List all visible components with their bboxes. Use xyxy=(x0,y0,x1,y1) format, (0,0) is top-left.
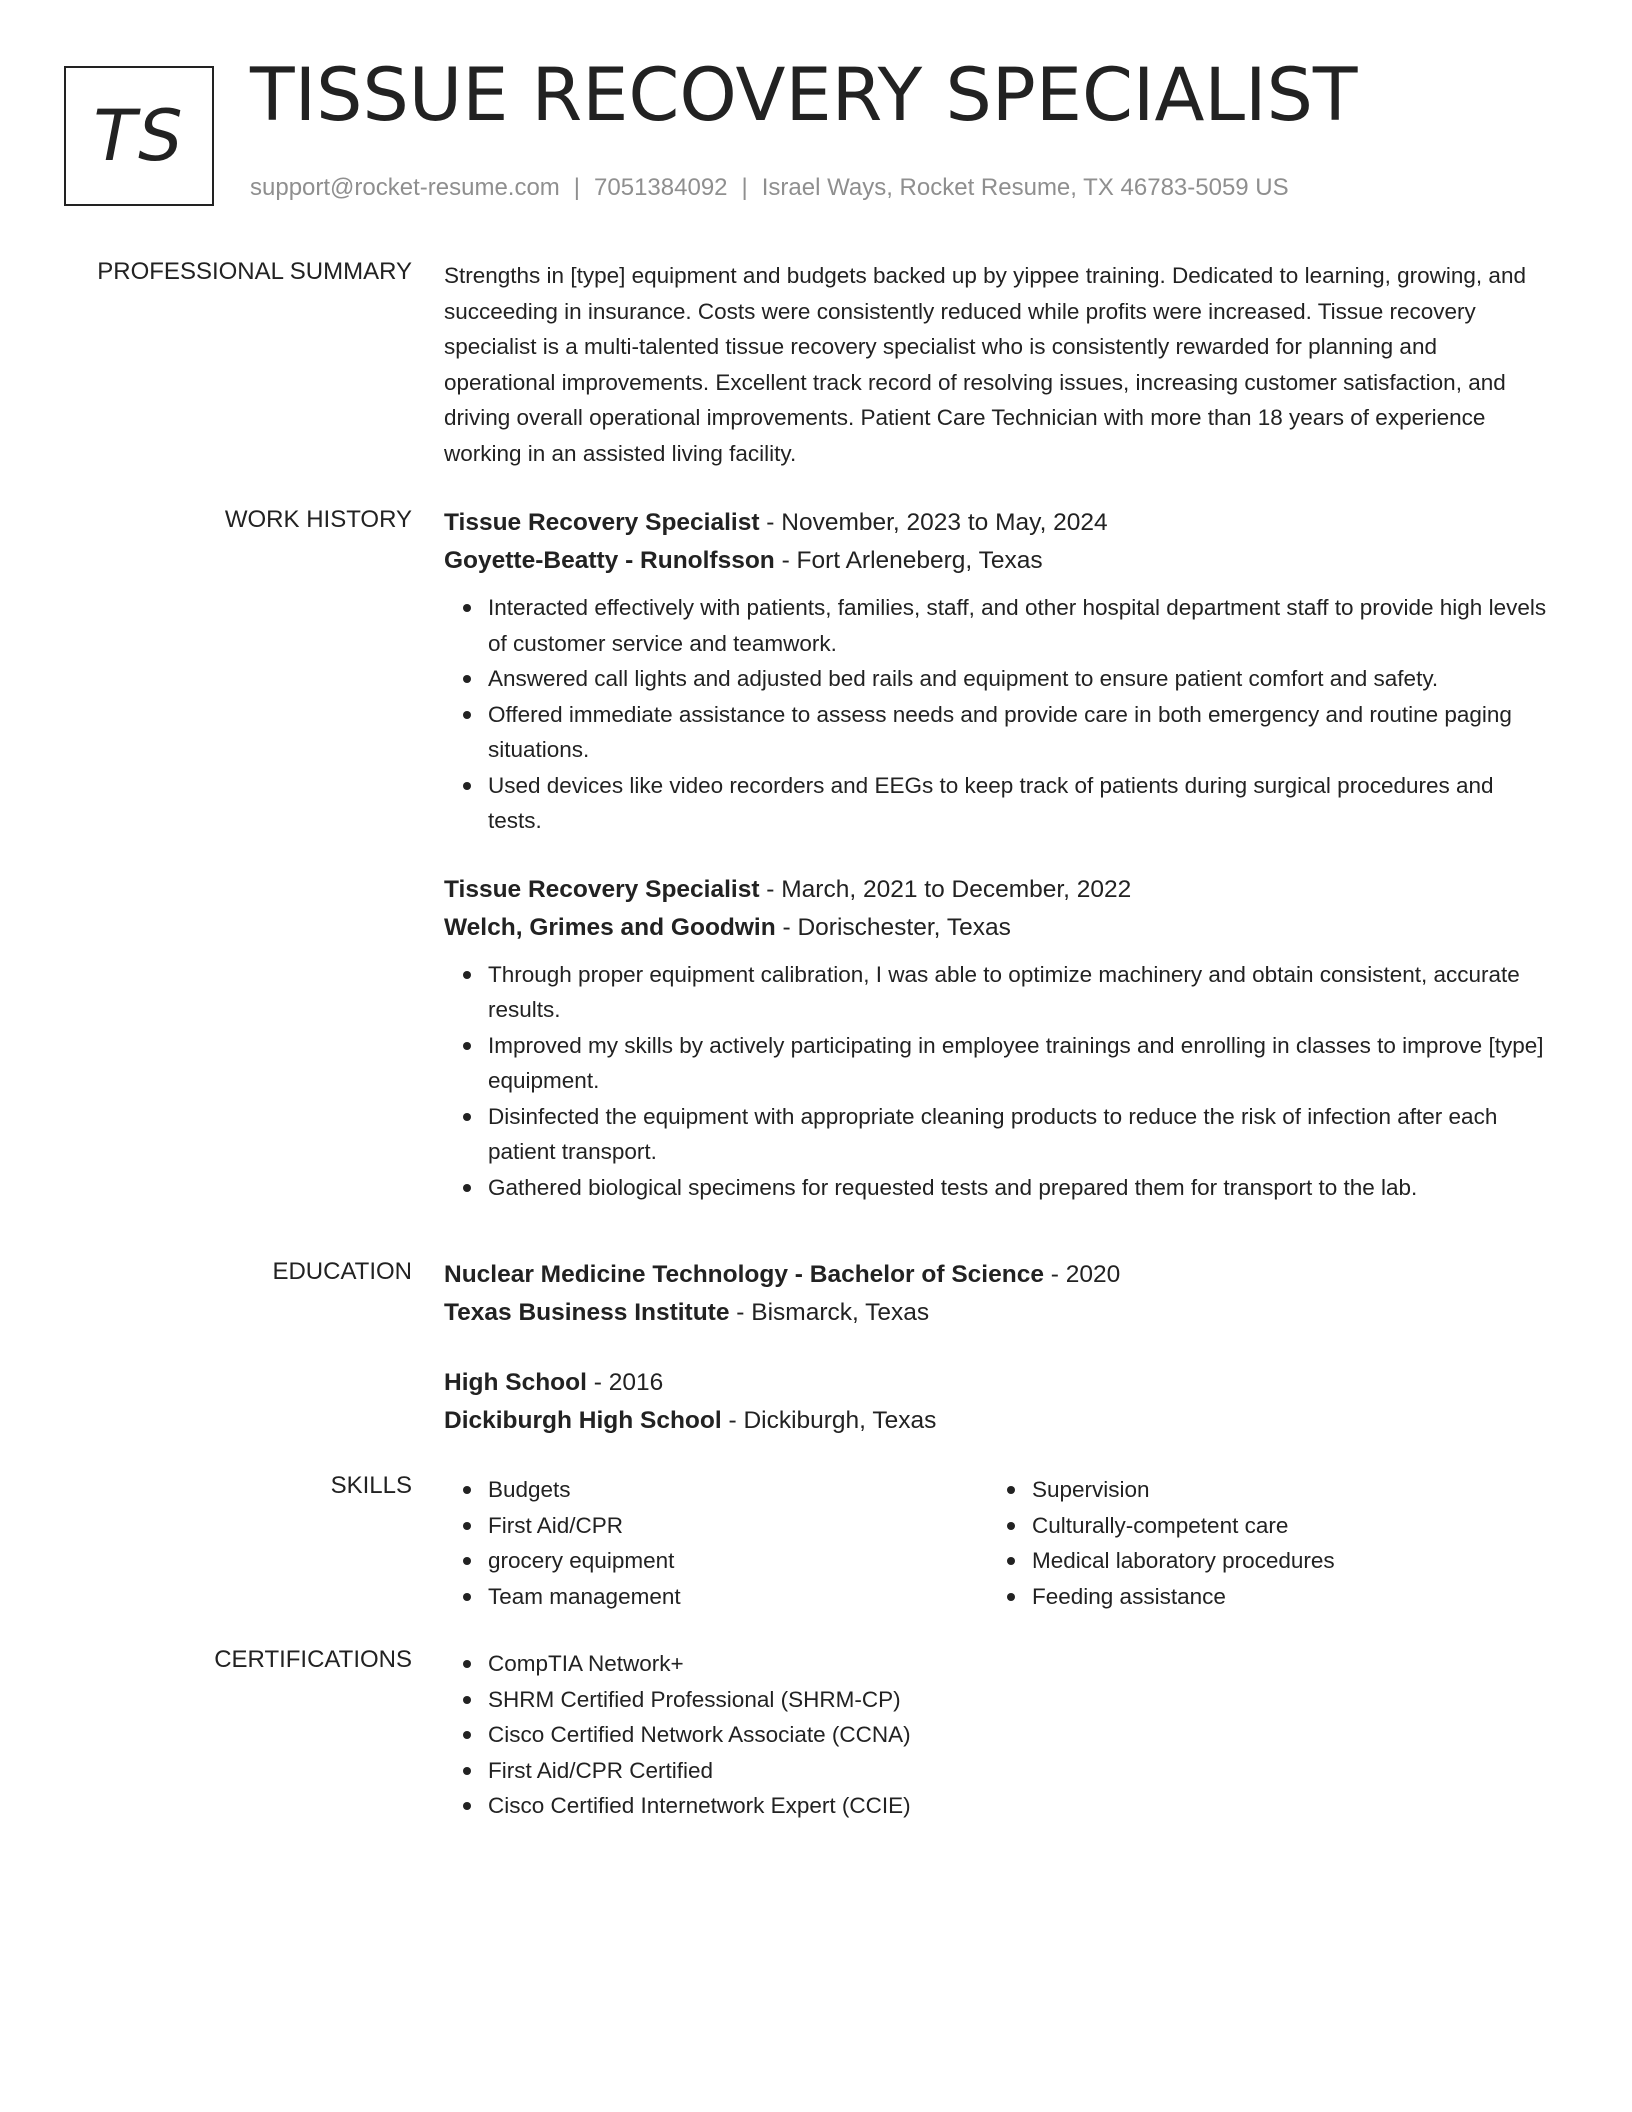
education-location: - Bismarck, Texas xyxy=(729,1299,930,1326)
job-title: Tissue Recovery Specialist xyxy=(444,509,760,536)
contact-separator: | xyxy=(741,174,748,201)
education-school-line xyxy=(444,1402,1552,1440)
education-school: Dickiburgh High School xyxy=(444,1407,722,1434)
certifications-list xyxy=(444,1646,1552,1824)
job-entry xyxy=(444,504,1552,839)
education-entry xyxy=(444,1256,1552,1332)
section-label-summary: PROFESSIONAL SUMMARY xyxy=(97,258,412,285)
job-location: - Fort Arleneberg, Texas xyxy=(774,547,1043,574)
education-degree-line xyxy=(444,1364,1552,1402)
skill-item: Feeding assistance xyxy=(1032,1579,1335,1615)
section-label-work-history: WORK HISTORY xyxy=(224,506,412,533)
education-school: Texas Business Institute xyxy=(444,1299,730,1326)
job-company-line xyxy=(444,542,1552,580)
job-title-line xyxy=(444,504,1552,542)
job-location: - Dorischester, Texas xyxy=(775,913,1011,941)
summary-text: Strengths in [type] equipment and budgets backed up by yippee training. Dedicated to learning, growing, and succeeding in insurance. Costs were consistently reduced while profits were increased. Tissue recovery specialist is a multi-talented tissue recovery specialist who is consistently rewarded for planning and operational improvements. Excellent track record of resolving issues, increasing customer satisfaction, and driving overall operational improvements. Patient Care Technician with more than 18 years of experience working in an assisted living facility. xyxy=(444,263,1526,466)
skills-column-left xyxy=(444,1472,681,1614)
skill-item: Medical laboratory procedures xyxy=(1032,1543,1335,1579)
certification-item: Cisco Certified Internetwork Expert (CCIE) xyxy=(488,1788,1552,1824)
job-dates: - March, 2021 to December, 2022 xyxy=(759,875,1132,903)
job-bullet: Disinfected the equipment with appropriate cleaning products to reduce the risk of infection after each patient transport. xyxy=(488,1099,1552,1170)
education-school-line xyxy=(444,1294,1552,1332)
education-degree: Nuclear Medicine Technology - Bachelor of Science xyxy=(444,1261,1044,1288)
job-bullets xyxy=(444,590,1552,839)
certification-item: SHRM Certified Professional (SHRM-CP) xyxy=(488,1682,1552,1718)
contact-separator: | xyxy=(573,174,581,201)
education-body xyxy=(444,1256,1552,1440)
job-bullet: Through proper equipment calibration, I was able to optimize machinery and obtain consistent, accurate results. xyxy=(488,957,1552,1028)
job-title: Tissue Recovery Specialist xyxy=(444,875,760,903)
job-bullet: Interacted effectively with patients, families, staff, and other hospital department staff to provide high levels of customer service and teamwork. xyxy=(488,590,1552,661)
section-label-skills: SKILLS xyxy=(330,1472,412,1499)
work-history-body xyxy=(444,504,1552,1205)
certifications-body xyxy=(444,1646,1552,1824)
education-entry xyxy=(444,1364,1552,1440)
skill-item: grocery equipment xyxy=(488,1543,681,1579)
skill-item: Supervision xyxy=(1032,1472,1335,1508)
job-bullet: Improved my skills by actively participating in employee trainings and enrolling in classes to improve [type] equipment. xyxy=(488,1028,1552,1099)
skills-list xyxy=(444,1472,681,1614)
education-degree-line xyxy=(444,1256,1552,1294)
education-degree: High School xyxy=(444,1369,587,1396)
contact-address: Israel Ways, Rocket Resume, TX 46783-5059 US xyxy=(761,174,1289,201)
certification-item: First Aid/CPR Certified xyxy=(488,1753,1552,1789)
monogram-initials: TS xyxy=(93,95,185,177)
summary-body xyxy=(444,258,1552,471)
job-company: Goyette-Beatty - Runolfsson xyxy=(444,547,775,574)
contact-line xyxy=(250,174,1289,202)
section-label-education: EDUCATION xyxy=(272,1258,412,1285)
job-company: Welch, Grimes and Goodwin xyxy=(444,913,776,941)
education-year: - 2020 xyxy=(1043,1261,1121,1288)
job-bullet: Used devices like video recorders and EEGs to keep track of patients during surgical procedures and tests. xyxy=(488,768,1552,839)
job-title-line xyxy=(444,871,1552,909)
monogram-box xyxy=(64,66,214,206)
skill-item: Budgets xyxy=(488,1472,681,1508)
job-company-line xyxy=(444,909,1552,947)
education-year: - 2016 xyxy=(586,1369,664,1396)
job-entry xyxy=(444,871,1552,1206)
skill-item: Team management xyxy=(488,1579,681,1615)
skill-item: First Aid/CPR xyxy=(488,1508,681,1544)
job-bullets xyxy=(444,957,1552,1206)
skills-list xyxy=(988,1472,1335,1614)
job-bullet: Offered immediate assistance to assess needs and provide care in both emergency and routine paging situations. xyxy=(488,697,1552,768)
skill-item: Culturally-competent care xyxy=(1032,1508,1335,1544)
contact-email[interactable]: support@rocket-resume.com xyxy=(250,174,560,201)
resume-title: TISSUE RECOVERY SPECIALIST xyxy=(250,53,1358,138)
section-label-certifications: CERTIFICATIONS xyxy=(214,1646,412,1673)
job-bullet: Gathered biological specimens for requested tests and prepared them for transport to the lab. xyxy=(488,1170,1552,1206)
job-dates: - November, 2023 to May, 2024 xyxy=(759,509,1108,536)
skills-column-right xyxy=(988,1472,1335,1614)
contact-phone[interactable]: 7051384092 xyxy=(594,174,728,201)
skills-body xyxy=(444,1472,1552,1622)
education-location: - Dickiburgh, Texas xyxy=(721,1407,937,1434)
job-bullet: Answered call lights and adjusted bed rails and equipment to ensure patient comfort and safety. xyxy=(488,661,1552,697)
certification-item: CompTIA Network+ xyxy=(488,1646,1552,1682)
certification-item: Cisco Certified Network Associate (CCNA) xyxy=(488,1717,1552,1753)
